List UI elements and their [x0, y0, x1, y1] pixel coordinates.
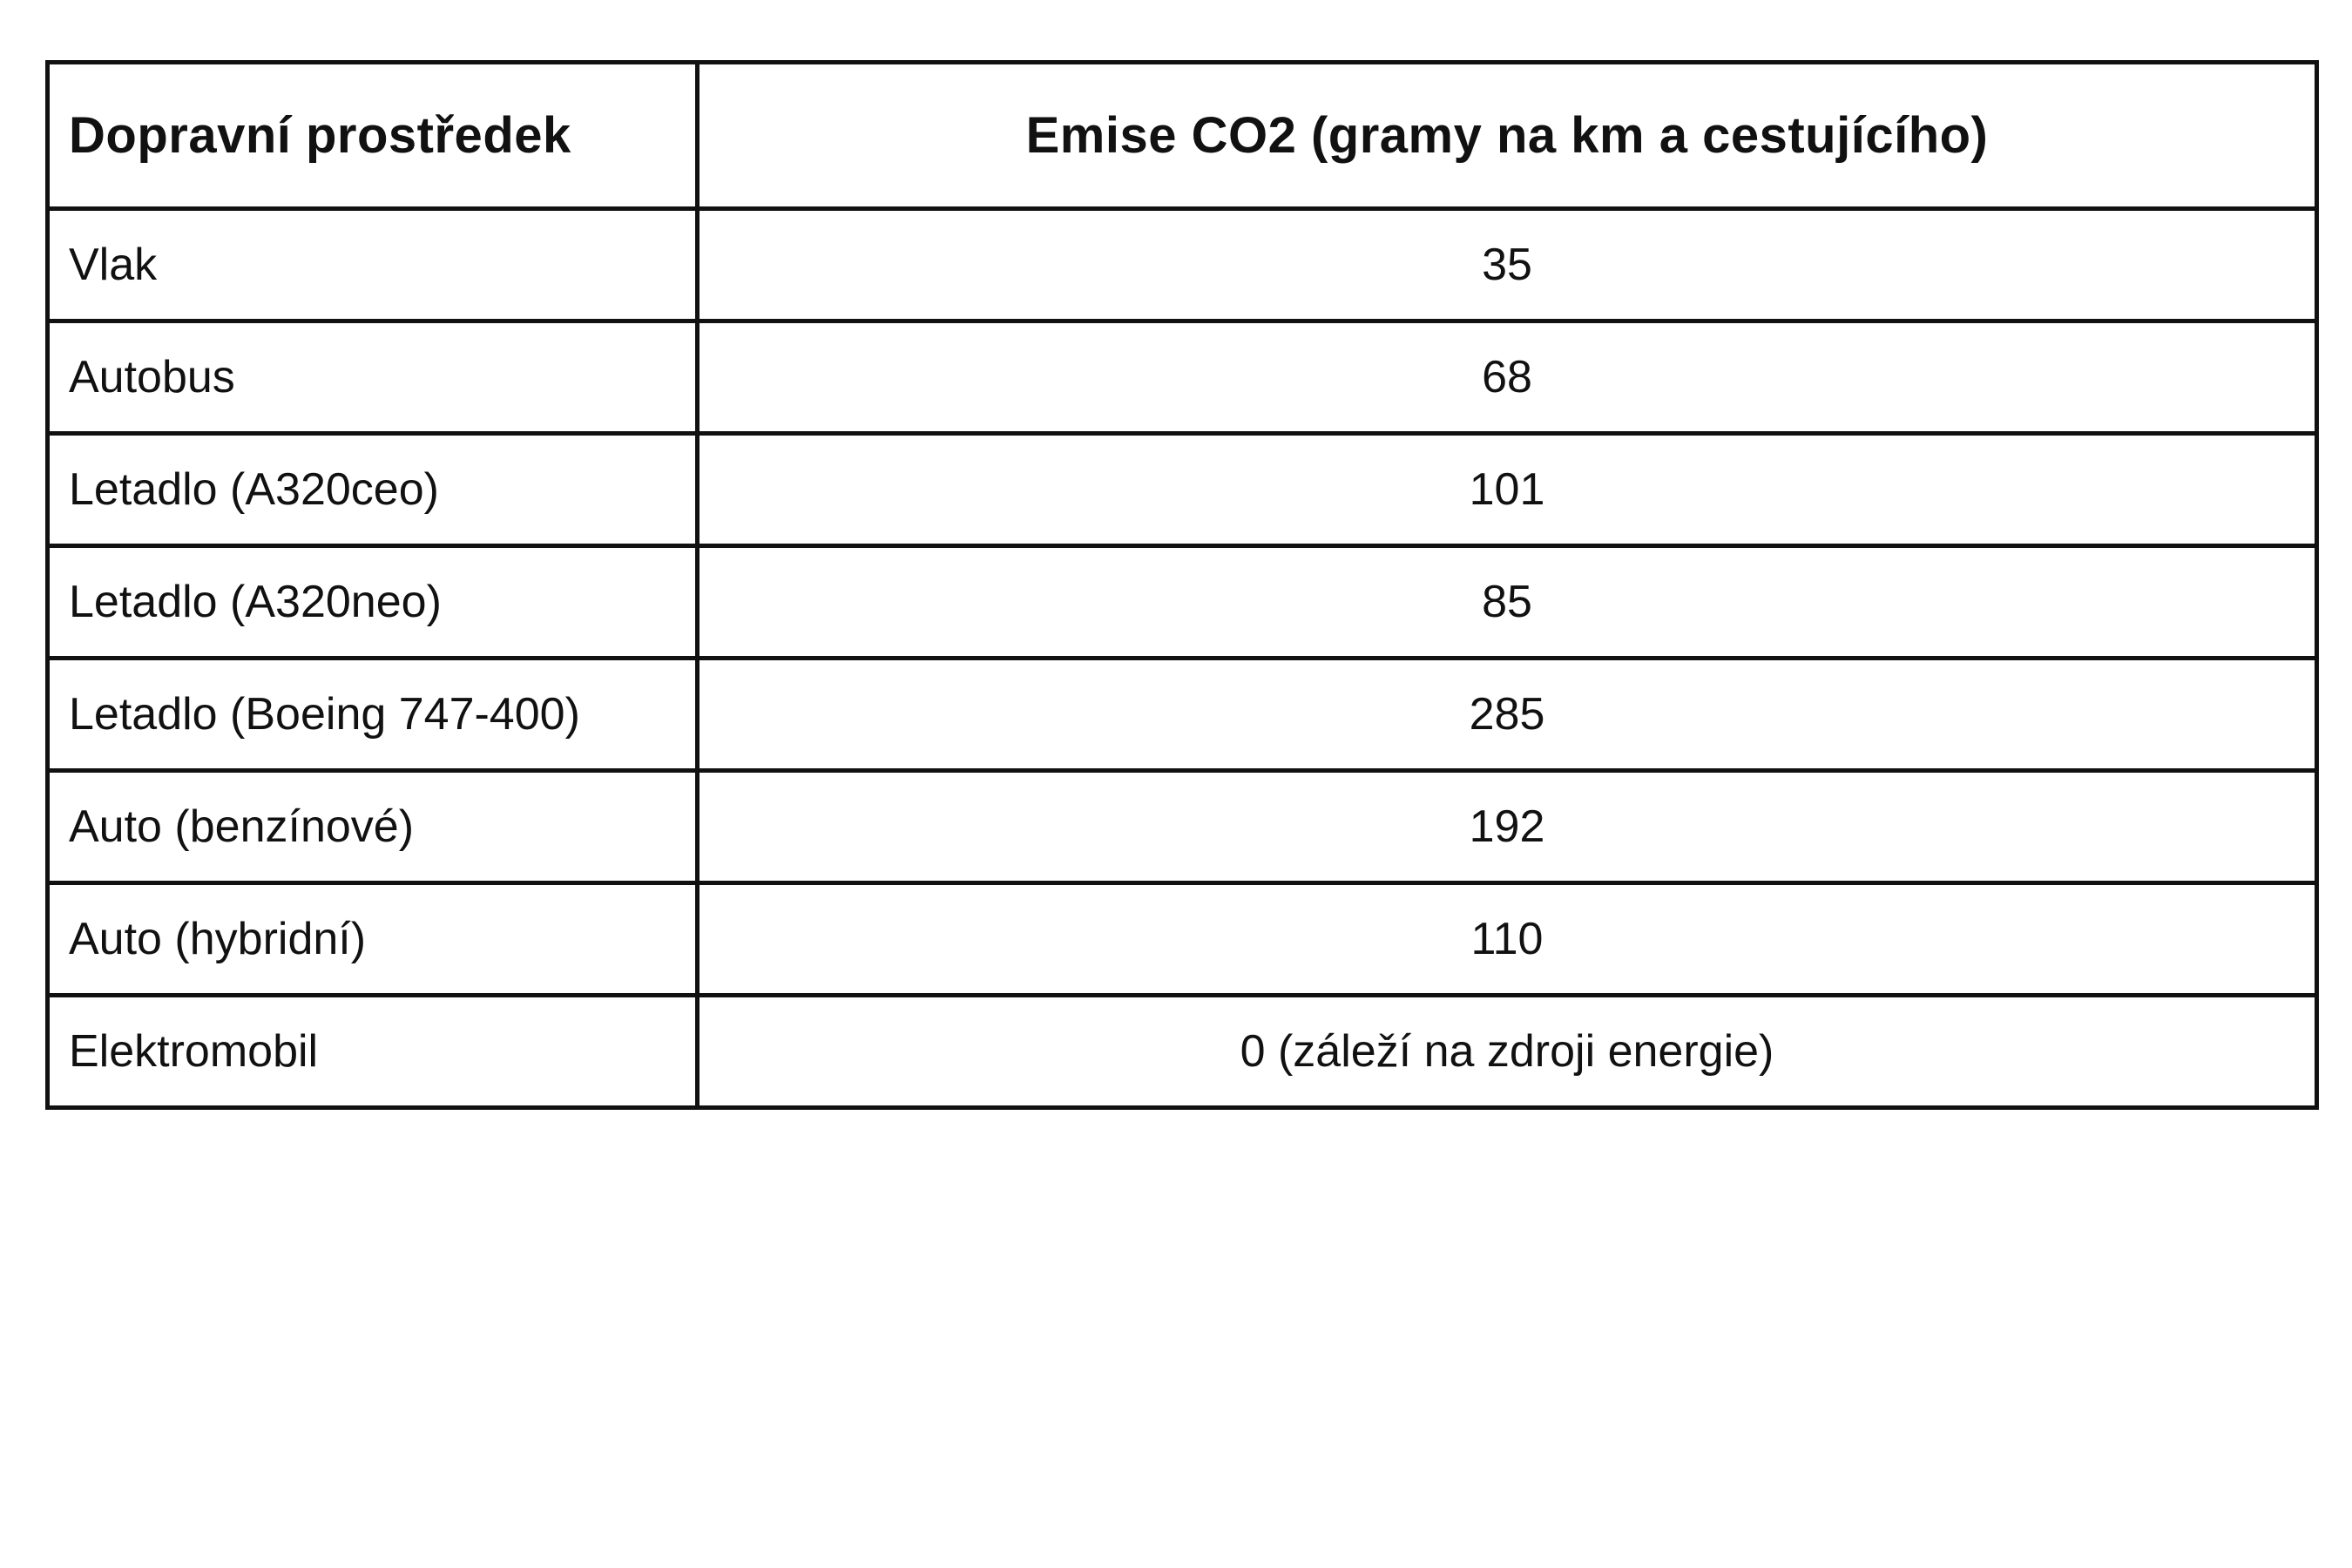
- cell-transport: Auto (hybridní): [48, 883, 698, 996]
- emissions-table: [45, 60, 2319, 1110]
- header-transport: Dopravní prostředek: [48, 63, 698, 209]
- table-row: [48, 883, 2317, 996]
- cell-transport: Letadlo (Boeing 747-400): [48, 659, 698, 771]
- table-header: [48, 63, 2317, 209]
- header-row: [48, 63, 2317, 209]
- cell-emissions: 101: [698, 434, 2317, 546]
- emissions-table-container: [45, 60, 2319, 1110]
- table-row: [48, 996, 2317, 1108]
- cell-transport: Letadlo (A320ceo): [48, 434, 698, 546]
- cell-transport: Elektromobil: [48, 996, 698, 1108]
- cell-emissions: 68: [698, 321, 2317, 434]
- table-row: [48, 209, 2317, 321]
- cell-transport: Letadlo (A320neo): [48, 546, 698, 659]
- table-row: [48, 321, 2317, 434]
- table-body: [48, 209, 2317, 1108]
- header-emissions: Emise CO2 (gramy na km a cestujícího): [698, 63, 2317, 209]
- table-row: [48, 771, 2317, 883]
- table-row: [48, 659, 2317, 771]
- cell-emissions: 192: [698, 771, 2317, 883]
- cell-transport: Auto (benzínové): [48, 771, 698, 883]
- table-row: [48, 434, 2317, 546]
- cell-transport: Autobus: [48, 321, 698, 434]
- cell-transport: Vlak: [48, 209, 698, 321]
- cell-emissions: 35: [698, 209, 2317, 321]
- table-row: [48, 546, 2317, 659]
- cell-emissions: 285: [698, 659, 2317, 771]
- cell-emissions: 110: [698, 883, 2317, 996]
- cell-emissions: 0 (záleží na zdroji energie): [698, 996, 2317, 1108]
- cell-emissions: 85: [698, 546, 2317, 659]
